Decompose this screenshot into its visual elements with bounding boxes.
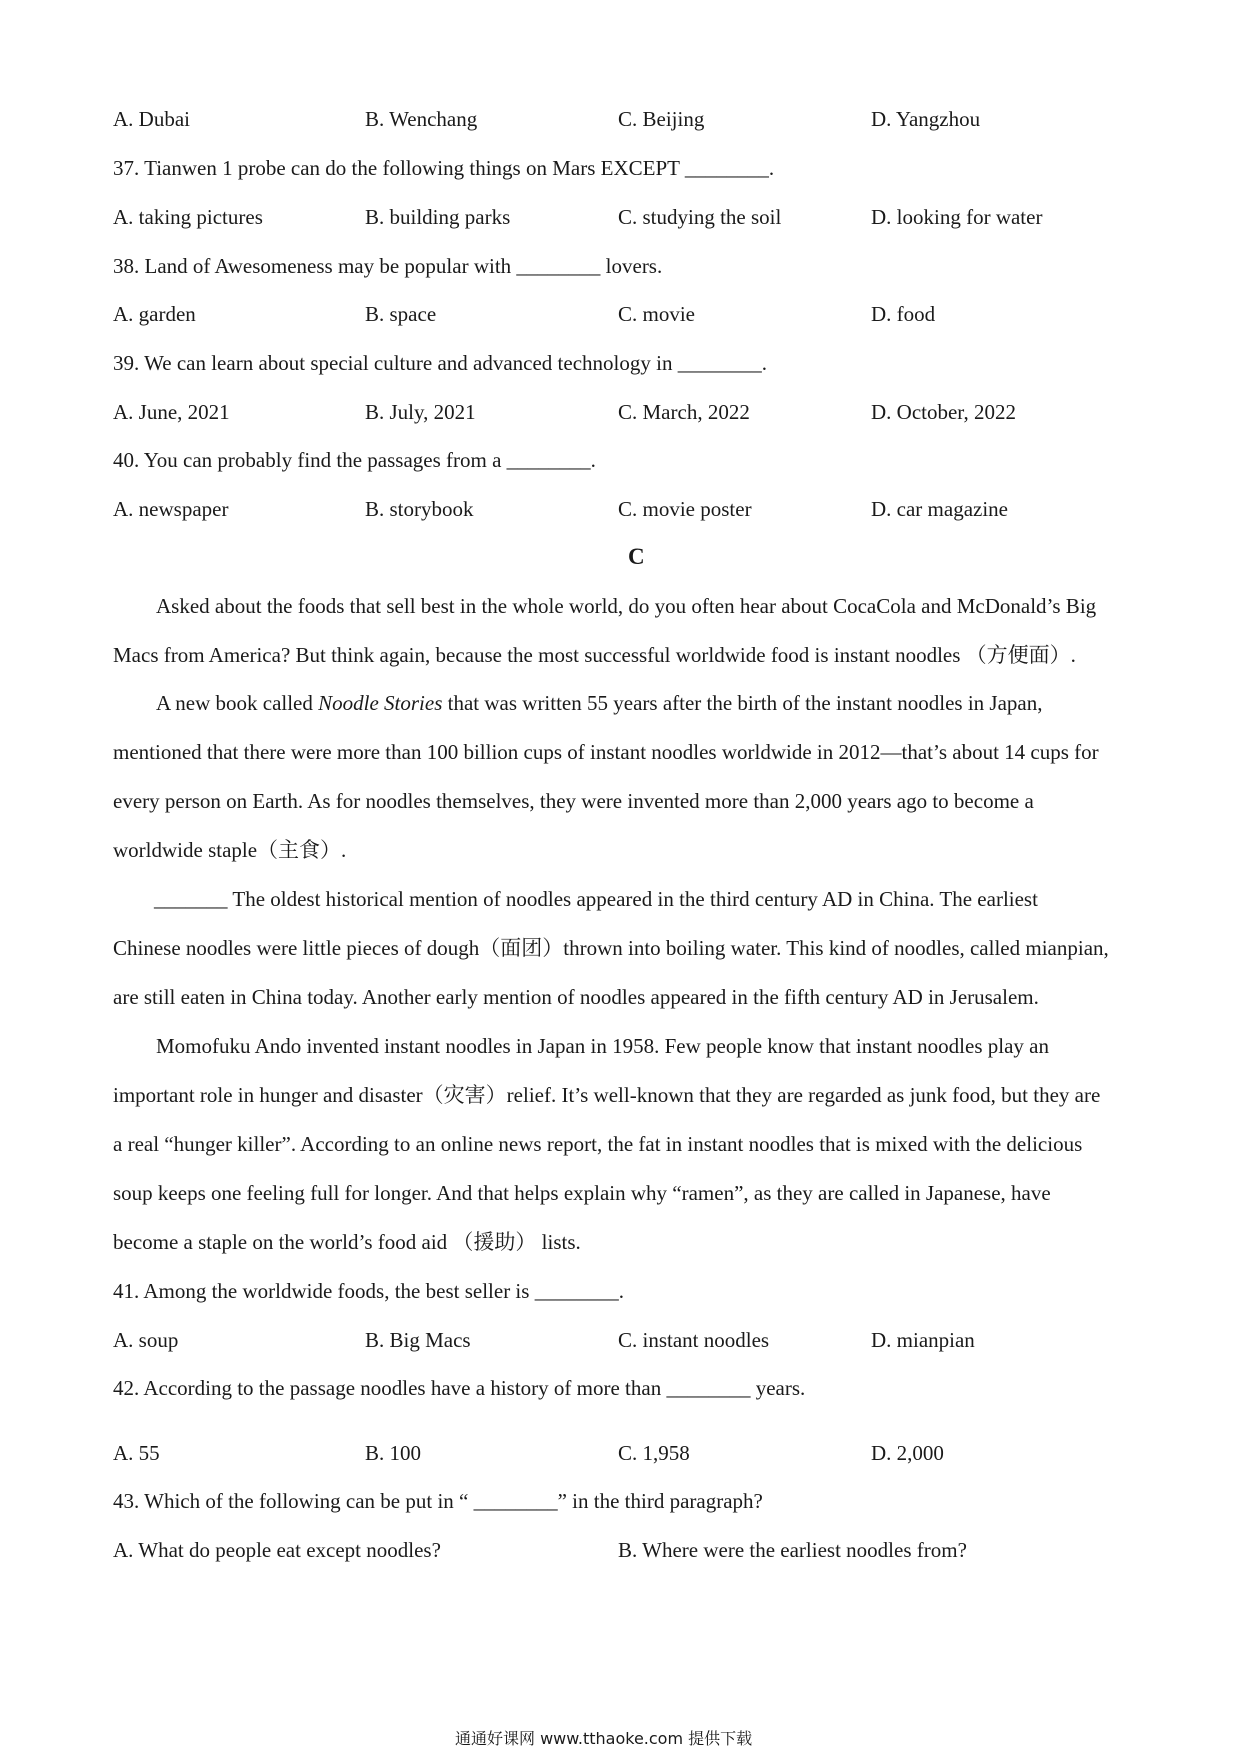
passage-p2-text: A new book called bbox=[156, 691, 319, 715]
q36-option-a: A. Dubai bbox=[113, 107, 190, 131]
q40-option-a: A. newspaper bbox=[113, 497, 229, 521]
q38-option-d: D. food bbox=[871, 302, 936, 326]
q41-stem: 41. Among the worldwide foods, the best seller is ________. bbox=[113, 1279, 624, 1303]
passage-p4-line3: a real “hunger killer”. According to an online news report, the fat in instant noodles that is mixed with the delicious bbox=[113, 1132, 1083, 1156]
q37-option-b: B. building parks bbox=[365, 205, 511, 229]
q42-option-d: D. 2,000 bbox=[871, 1441, 944, 1465]
q37-stem: 37. Tianwen 1 probe can do the following things on Mars EXCEPT ________. bbox=[113, 156, 775, 180]
q40-option-c: C. movie poster bbox=[618, 497, 752, 521]
q40-stem: 40. You can probably find the passages from a ________. bbox=[113, 448, 596, 472]
q38-option-b: B. space bbox=[365, 302, 437, 326]
q39-stem: 39. We can learn about special culture and advanced technology in ________. bbox=[113, 351, 767, 375]
q38-option-a: A. garden bbox=[113, 302, 196, 326]
passage-p4-line2: important role in hunger and disaster（灾害）relief. It’s well-known that they are regarded as junk food, but they are bbox=[113, 1083, 1101, 1107]
q41-option-a: A. soup bbox=[113, 1328, 179, 1352]
q43-option-b: B. Where were the earliest noodles from? bbox=[618, 1538, 967, 1562]
q37-option-d: D. looking for water bbox=[871, 205, 1043, 229]
passage-p3-line1: _______ The oldest historical mention of noodles appeared in the third century AD in China. The earliest bbox=[154, 887, 1038, 911]
q37-option-c: C. studying the soil bbox=[618, 205, 782, 229]
q39-option-b: B. July, 2021 bbox=[365, 400, 476, 424]
q36-option-d: D. Yangzhou bbox=[871, 107, 981, 131]
passage-p1-line2: Macs from America? But think again, because the most successful worldwide food is instant noodles （方便面）. bbox=[113, 643, 1076, 667]
q41-option-c: C. instant noodles bbox=[618, 1328, 770, 1352]
q39-option-d: D. October, 2022 bbox=[871, 400, 1016, 424]
q42-stem: 42. According to the passage noodles have a history of more than ________ years. bbox=[113, 1376, 806, 1400]
q37-option-a: A. taking pictures bbox=[113, 205, 263, 229]
passage-p2-line1 bbox=[156, 688, 1042, 718]
q42-option-c: C. 1,958 bbox=[618, 1441, 690, 1465]
q43-option-a: A. What do people eat except noodles? bbox=[113, 1538, 441, 1562]
passage-p1-line1: Asked about the foods that sell best in the whole world, do you often hear about CocaCola and McDonald’s Big bbox=[156, 594, 1097, 618]
q38-stem: 38. Land of Awesomeness may be popular with ________ lovers. bbox=[113, 254, 663, 278]
passage-p2-line4: worldwide staple（主食）. bbox=[113, 838, 347, 862]
footer-source: 通通好课网 www.tthaoke.com 提供下载 bbox=[455, 1729, 753, 1748]
passage-p4-line5: become a staple on the world’s food aid （援助） lists. bbox=[113, 1230, 581, 1254]
passage-p2-line2: mentioned that there were more than 100 billion cups of instant noodles worldwide in 2012—that’s about 14 cups for bbox=[113, 740, 1099, 764]
q40-option-b: B. storybook bbox=[365, 497, 474, 521]
q40-option-d: D. car magazine bbox=[871, 497, 1009, 521]
q43-stem: 43. Which of the following can be put in “ ________” in the third paragraph? bbox=[113, 1489, 763, 1513]
section-title: C bbox=[628, 544, 645, 569]
q38-option-c: C. movie bbox=[618, 302, 695, 326]
q36-option-b: B. Wenchang bbox=[365, 107, 478, 131]
q41-option-b: B. Big Macs bbox=[365, 1328, 471, 1352]
q39-option-a: A. June, 2021 bbox=[113, 400, 230, 424]
passage-p2-text-cont: that was written 55 years after the birth of the instant noodles in Japan, bbox=[442, 691, 1043, 715]
passage-p4-line4: soup keeps one feeling full for longer. And that helps explain why “ramen”, as they are called in Japanese, have bbox=[113, 1181, 1051, 1205]
q42-option-b: B. 100 bbox=[365, 1441, 422, 1465]
passage-p4-line1: Momofuku Ando invented instant noodles in Japan in 1958. Few people know that instant noodles play an bbox=[156, 1034, 1049, 1058]
q41-option-d: D. mianpian bbox=[871, 1328, 975, 1352]
passage-p2-line3: every person on Earth. As for noodles themselves, they were invented more than 2,000 years ago to become a bbox=[113, 789, 1034, 813]
passage-p3-line3: are still eaten in China today. Another early mention of noodles appeared in the fifth century AD in Jerusalem. bbox=[113, 985, 1039, 1009]
q39-option-c: C. March, 2022 bbox=[618, 400, 750, 424]
q42-option-a: A. 55 bbox=[113, 1441, 160, 1465]
passage-p3-line2: Chinese noodles were little pieces of dough（面团）thrown into boiling water. This kind of noodles, called mianpian, bbox=[113, 936, 1109, 960]
q36-option-c: C. Beijing bbox=[618, 107, 705, 131]
book-title: Noodle Stories bbox=[318, 691, 443, 715]
